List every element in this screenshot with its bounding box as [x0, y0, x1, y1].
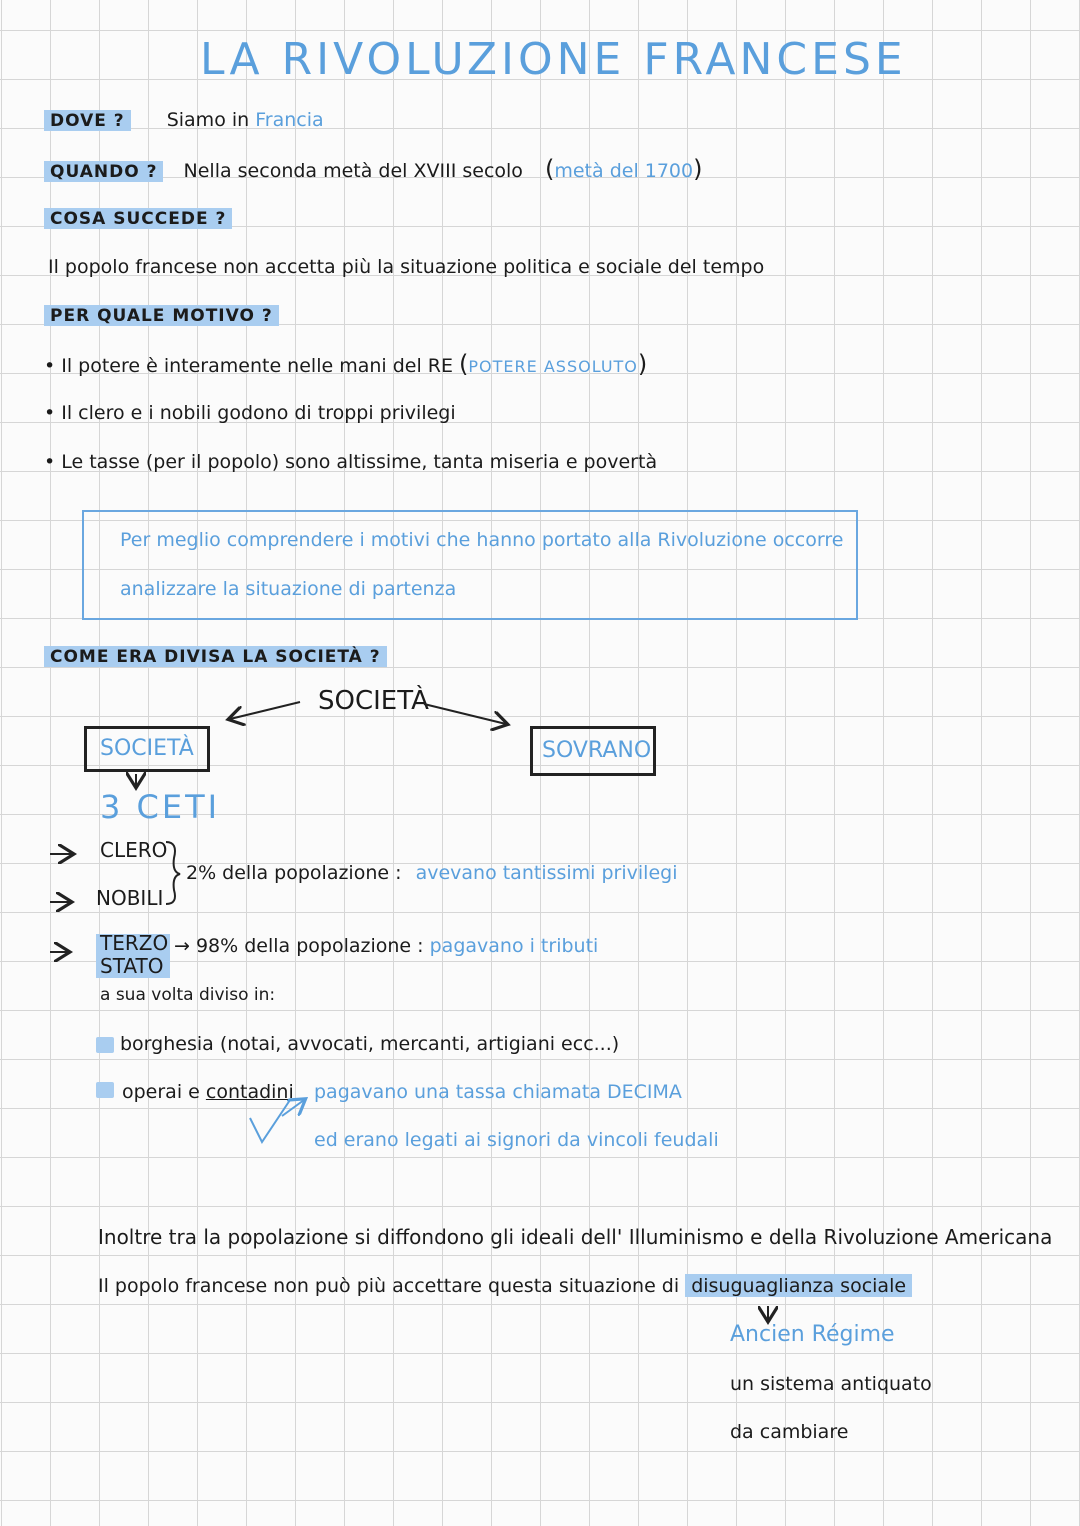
terzo-line-2: STATO: [100, 954, 164, 978]
motivo-label: PER QUALE MOTIVO ?: [44, 305, 279, 326]
divisa-label: COME ERA DIVISA LA SOCIETÀ ?: [44, 646, 387, 667]
right-box-label: SOVRANO: [542, 738, 652, 763]
ceti-label: 3 CETI: [100, 788, 221, 826]
quando-label: QUANDO ?: [44, 161, 163, 182]
conclusion-line-2-text: Il popolo francese non può più accettare questa situazione di: [98, 1275, 680, 1297]
conclusion-highlight: disuguaglianza sociale: [685, 1274, 912, 1297]
brace-note: avevano tantissimi privilegi: [415, 862, 678, 884]
dove-place: Francia: [255, 109, 324, 131]
operai-note-2: ed erano legati ai signori da vincoli feudali: [314, 1129, 719, 1151]
diagram-center-label: SOCIETÀ: [318, 686, 429, 716]
motivo-bullet-1-paren-close: ): [637, 350, 648, 378]
page-title: LA RIVOLUZIONE FRANCESE: [200, 34, 907, 85]
motivo-bullet-1-paren-open: (: [459, 350, 469, 378]
arrow-to-left-box: [230, 702, 300, 719]
motivo-bullet-2: • Il clero e i nobili godono di troppi privilegi: [44, 402, 456, 424]
brace-icon: [166, 842, 180, 904]
note-line-1: Per meglio comprendere i motivi che hanno portato alla Rivoluzione occorre: [120, 529, 844, 551]
dove-label: DOVE ?: [44, 110, 131, 131]
quando-text: Nella seconda metà del XVIII secolo: [183, 160, 523, 182]
contadini-text: contadini: [205, 1081, 294, 1103]
dove-text: Siamo in: [166, 109, 250, 131]
ancien-regime: Ancien Régime: [730, 1322, 895, 1347]
conclusion-line-1: Inoltre tra la popolazione si diffondono gli ideali dell' Illuminismo e della Rivoluzione Americana: [98, 1225, 1053, 1249]
operai-note-1: pagavano una tassa chiamata DECIMA: [314, 1081, 682, 1103]
clero-label: CLERO: [100, 838, 168, 862]
arrow-to-right-box: [424, 704, 506, 724]
cosa-label: COSA SUCCEDE ?: [44, 208, 232, 229]
borghesia-text: borghesia (notai, avvocati, mercanti, artigiani ecc...): [120, 1033, 620, 1055]
note-line-2: analizzare la situazione di partenza: [120, 578, 457, 600]
conclusion-line-2: [98, 1274, 912, 1298]
conclusion-desc-1: un sistema antiquato: [730, 1373, 932, 1395]
brace-text: 2% della popolazione :: [186, 862, 402, 884]
nobili-label: NOBILI: [96, 886, 164, 910]
terzo-line-1: TERZO: [100, 931, 169, 955]
cosa-text: Il popolo francese non accetta più la situazione politica e sociale del tempo: [48, 256, 765, 278]
motivo-bullet-3: • Le tasse (per il popolo) sono altissime, tanta miseria e povertà: [44, 451, 658, 473]
quando-paren-open: (: [544, 155, 555, 183]
terzo-note: pagavano i tributi: [429, 935, 599, 957]
conclusion-desc-2: da cambiare: [730, 1421, 849, 1443]
quando-paren-close: ): [693, 155, 703, 183]
motivo-bullet-1-note: POTERE ASSOLUTO: [468, 357, 638, 376]
quando-note: metà del 1700: [554, 160, 694, 182]
left-box-label: SOCIETÀ: [100, 736, 194, 761]
terzo-arrow-text: → 98% della popolazione :: [174, 935, 424, 957]
check-icon: [250, 1100, 290, 1142]
diviso-label: a sua volta diviso in:: [100, 985, 276, 1005]
motivo-bullet-1-text: • Il potere è interamente nelle mani del RE: [44, 355, 453, 377]
operai-text: operai e: [122, 1081, 206, 1103]
